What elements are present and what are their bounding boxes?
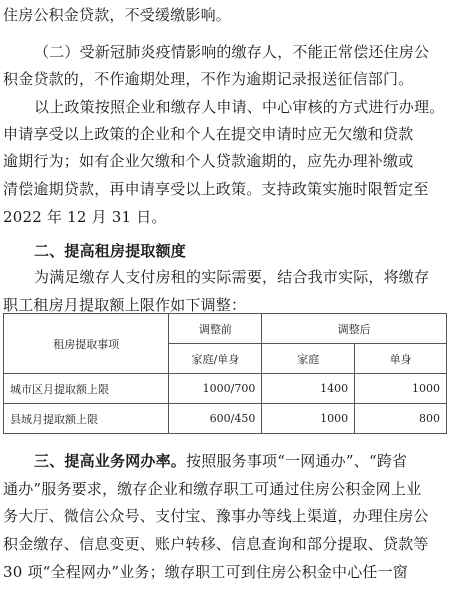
- table-cell: 城市区月提取额上限: [4, 374, 169, 404]
- text-line: 住房公积金贷款，不受缓缴影响。: [3, 6, 232, 24]
- table-header-cell: 家庭/单身: [169, 344, 262, 374]
- text-span: 按照服务事项“一网通办”、“跨省: [186, 452, 408, 470]
- text-line: 申请享受以上政策的企业和个人在提交申请时应无欠缴和贷款: [3, 125, 414, 143]
- table-header-cell: 调整后: [262, 314, 447, 344]
- table-header-cell: 租房提取事项: [4, 314, 169, 374]
- table-cell: 1400: [262, 374, 355, 404]
- section-heading: 二、提高租房提取额度: [34, 242, 187, 260]
- text-line: 积金缴存、信息变更、账户转移、信息查询和部分提取、贷款等: [3, 535, 429, 553]
- table-row: [4, 374, 447, 404]
- table-row: [4, 404, 447, 434]
- table-cell: 县域月提取额上限: [4, 404, 169, 434]
- withdrawal-limit-table: [3, 313, 447, 434]
- section-heading: 三、提高业务网办率。: [34, 452, 187, 470]
- text-line: 为满足缴存人支付房租的实际需要，结合我市实际，将缴存: [34, 268, 430, 286]
- text-line: 积金贷款的，不作逾期处理，不作为逾期记录报送征信部门。: [3, 70, 414, 88]
- text-line: （二）受新冠肺炎疫情影响的缴存人，不能正常偿还住房公: [34, 43, 430, 61]
- text-line: 职工租房月提取额上限作如下调整：: [3, 296, 247, 314]
- text-line: 务大厅、微信公众号、支付宝、豫事办等线上渠道，办理住房公: [3, 507, 429, 525]
- text-line: 以上政策按照企业和缴存人申请、中心审核的方式进行办理。: [34, 98, 445, 116]
- table-header-cell: 单身: [355, 344, 447, 374]
- text-line: 逾期行为；如有企业欠缴和个人贷款逾期的，应先办理补缴或: [3, 152, 414, 170]
- table-cell: 1000/700: [169, 374, 262, 404]
- text-line: 通办”服务要求，缴存企业和缴存职工可通过住房公积金网上业: [3, 480, 422, 498]
- text-line: 2022 年 12 月 31 日。: [3, 208, 167, 226]
- table-header-cell: 调整前: [169, 314, 262, 344]
- table-cell: 1000: [262, 404, 355, 434]
- text-line: 30 项“全程网办”业务；缴存职工可到住房公积金中心任一窗: [3, 563, 408, 581]
- text-line: 清偿逾期贷款，再申请享受以上政策。支持政策实施时限暂定至: [3, 180, 429, 198]
- table-cell: 800: [355, 404, 447, 434]
- table-cell: 600/450: [169, 404, 262, 434]
- text-line: [34, 451, 407, 471]
- table-cell: 1000: [355, 374, 447, 404]
- table-header-cell: 家庭: [262, 344, 355, 374]
- table-header-row: [4, 314, 447, 344]
